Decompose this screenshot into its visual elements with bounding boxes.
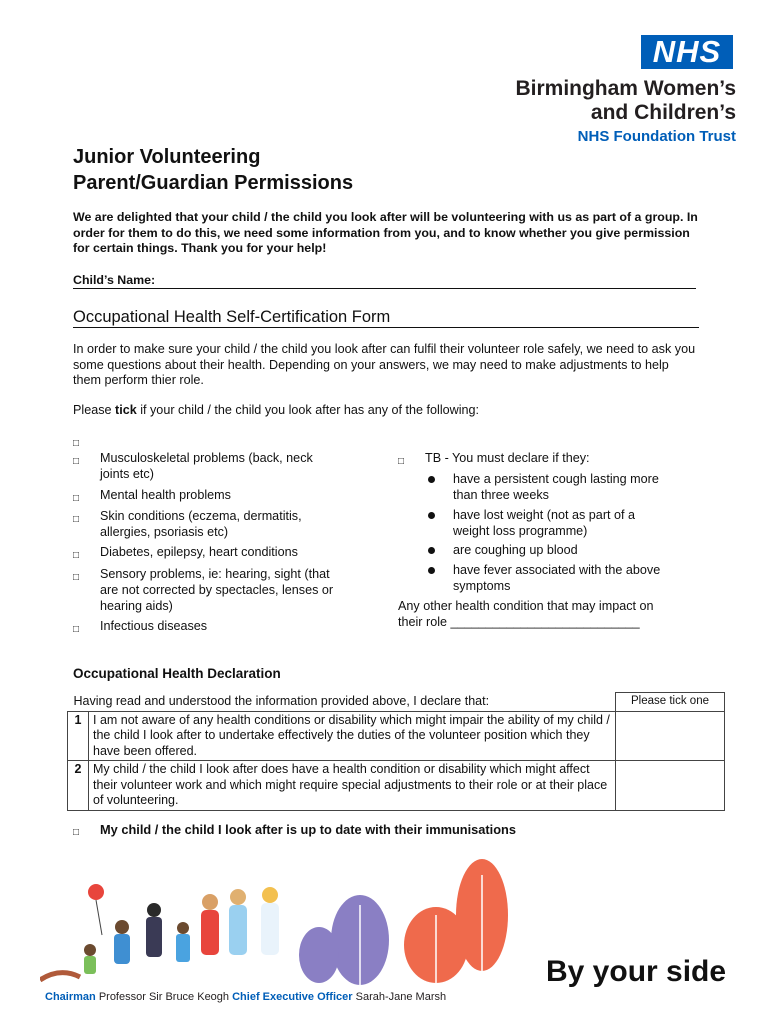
bullet-icon: [428, 476, 435, 483]
tick-cell-1[interactable]: [616, 711, 725, 761]
tick-instruction-pre: Please: [73, 403, 116, 417]
bullet-icon: [428, 547, 435, 554]
declaration-header-row: [68, 693, 725, 712]
bullet-icon: [428, 512, 435, 519]
tb-bullet-line: symptoms: [453, 578, 511, 593]
row-text: My child / the child I look after does have a health condition or disability which might affect their volunteer work and which might require special adjustments to their role or at their place of volunteering.: [89, 761, 616, 811]
child-name-label: Child’s Name:: [73, 273, 156, 287]
tagline: By your side: [546, 955, 727, 988]
condition-line: Skin conditions (eczema, dermatitis,: [100, 509, 302, 523]
tb-bullet-blood: [453, 543, 713, 559]
condition-line: are not corrected by spectacles, lenses or: [100, 582, 334, 597]
org-name-line2: and Children’s: [590, 101, 736, 124]
condition-line: allergies, psoriasis etc): [100, 524, 229, 539]
page-title-line1: Junior Volunteering: [73, 146, 261, 168]
intro-paragraph: We are delighted that your child / the child you look after will be volunteering with us as part of a group. In order for them to do this, we need some information from you, and to know whether you give permission for certain things. Thank you for your help!: [73, 210, 698, 255]
people-illustration: [40, 855, 510, 990]
condition-line: Musculoskeletal problems (back, neck: [100, 451, 313, 465]
tick-instruction-post: if your child / the child you look after has any of the following:: [136, 403, 480, 417]
balloon-icon: [88, 884, 104, 900]
tb-bullet-line: have a persistent cough lasting more: [453, 472, 659, 486]
checkbox-infectious[interactable]: □: [73, 624, 80, 635]
tick-header: Please tick one: [616, 693, 725, 712]
checkbox-immunisation[interactable]: □: [73, 827, 80, 838]
ohs-paragraph: In order to make sure your child / the child you look after can fulfil their volunteer role safely, we need to ask you some questions about their health. Depending on your answers, we may need to make adjustments to help them perform thier role.: [73, 342, 696, 388]
child-name-field[interactable]: [73, 273, 696, 289]
condition-line: hearing aids): [100, 598, 173, 613]
checkbox-empty[interactable]: □: [73, 438, 80, 449]
chairman-role: Chairman: [45, 991, 96, 1003]
condition-line: Sensory problems, ie: hearing, sight (that: [100, 567, 330, 581]
checkbox-skin[interactable]: □: [73, 514, 80, 525]
condition-skin: [100, 509, 365, 541]
other-condition-line: Any other health condition that may impact on: [398, 599, 654, 613]
bullet-icon: [428, 567, 435, 574]
condition-line: Mental health problems: [100, 488, 231, 502]
org-name-line3: NHS Foundation Trust: [577, 128, 736, 145]
nhs-logo: NHS: [641, 35, 733, 69]
declaration-heading: Occupational Health Declaration: [73, 666, 281, 681]
condition-diabetes: [100, 545, 365, 561]
row-number: 2: [68, 761, 89, 811]
tb-bullet-line: than three weeks: [453, 487, 549, 502]
other-condition-field[interactable]: [398, 599, 698, 631]
table-row: [68, 761, 725, 811]
tree-icon: [299, 927, 339, 983]
tb-bullet-line: are coughing up blood: [453, 543, 578, 557]
checkbox-musculoskeletal[interactable]: □: [73, 456, 80, 467]
checkbox-sensory[interactable]: □: [73, 572, 80, 583]
tb-bullet-line: have fever associated with the above: [453, 563, 661, 577]
tb-bullet-fever: [453, 563, 713, 595]
checkbox-diabetes[interactable]: □: [73, 550, 80, 561]
page-title-line2: Parent/Guardian Permissions: [73, 172, 354, 194]
tb-bullet-line: have lost weight (not as part of a: [453, 508, 636, 522]
other-condition-line: their role ___________________________: [398, 614, 640, 629]
table-row: [68, 711, 725, 761]
condition-line: joints etc): [100, 466, 154, 481]
checkbox-tb[interactable]: □: [398, 456, 405, 467]
ceo-name: Sarah-Jane Marsh: [355, 991, 447, 1003]
condition-musculoskeletal: [100, 451, 365, 483]
declaration-lead: Having read and understood the information provided above, I declare that:: [73, 693, 490, 708]
condition-infectious: [100, 619, 365, 635]
row-number: 1: [68, 711, 89, 761]
immunisation-statement: My child / the child I look after is up to date with their immunisations: [100, 822, 516, 837]
footer-credits: [45, 991, 446, 1003]
condition-mental-health: [100, 488, 365, 504]
condition-sensory: [100, 567, 365, 614]
tick-instruction: [73, 403, 479, 417]
tb-bullet-cough: [453, 472, 713, 504]
tb-bullet-line: weight loss programme): [453, 523, 588, 538]
condition-line: Diabetes, epilepsy, heart conditions: [100, 545, 298, 559]
tb-bullet-weight: [453, 508, 713, 540]
ceo-role: Chief Executive Officer: [232, 991, 353, 1003]
tb-label: TB - You must declare if they:: [425, 451, 590, 465]
chairman-name: Professor Sir Bruce Keogh: [98, 991, 230, 1003]
row-text: I am not aware of any health conditions or disability which might impair the ability of my child / the child I look after to undertake effectively the duties of the volunteer position which they have been offered.: [89, 711, 616, 761]
checkbox-mental-health[interactable]: □: [73, 493, 80, 504]
condition-line: Infectious diseases: [100, 619, 208, 633]
declaration-table: [67, 692, 725, 811]
ohs-heading: Occupational Health Self-Certification Form: [73, 308, 699, 328]
org-name-line1: Birmingham Women’s: [515, 77, 736, 100]
tick-cell-2[interactable]: [616, 761, 725, 811]
tick-instruction-bold: tick: [115, 403, 137, 417]
